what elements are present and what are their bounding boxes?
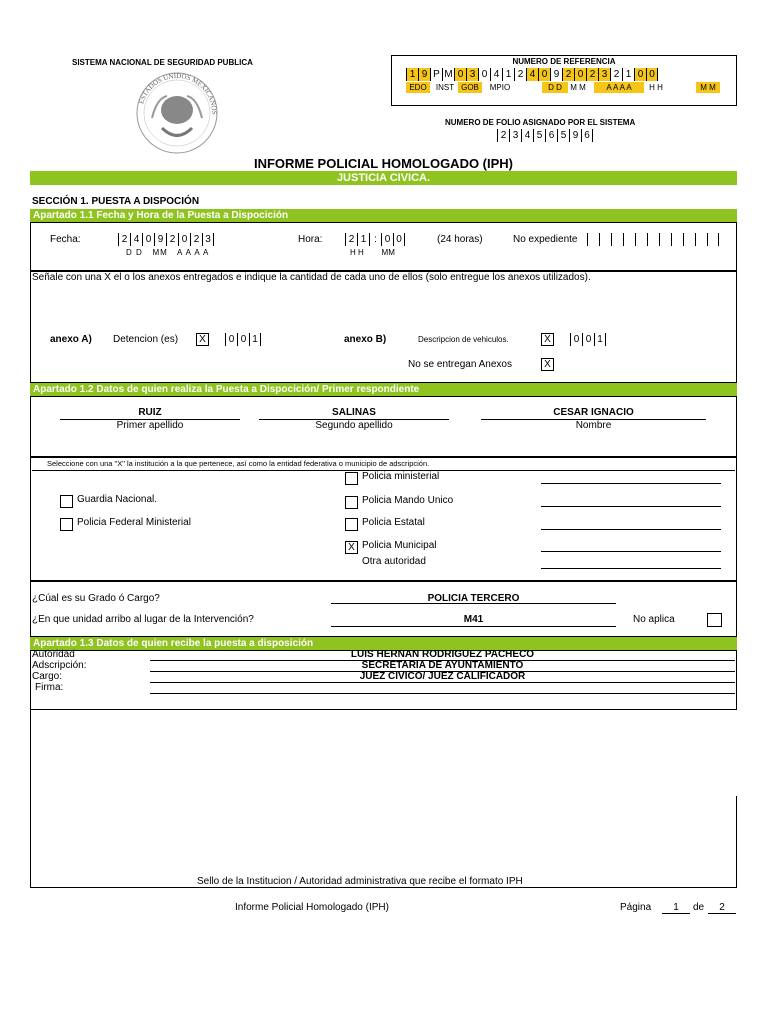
ministerial-checkbox[interactable] [345, 472, 358, 485]
autoridad-value[interactable]: LUIS HERNAN RODRIGUEZ PACHECO [350, 649, 535, 660]
estatal-label: Policia Estatal [362, 517, 425, 528]
reference-label: M M [570, 83, 586, 92]
federal-label: Policia Federal Ministerial [77, 517, 191, 528]
primer-apellido-value[interactable]: RUIZ [138, 407, 162, 418]
municipal-checkbox[interactable]: X [345, 541, 358, 554]
org-name: SISTEMA NACIONAL DE SEGURIDAD PUBLICA [72, 58, 253, 67]
expediente-digit [587, 233, 599, 246]
reference-title: NUMERO DE REFERENCIA [512, 57, 616, 66]
no-aplica-checkbox[interactable] [707, 613, 722, 627]
reference-digit: 0 [574, 68, 586, 81]
segundo-apellido-value[interactable]: SALINAS [332, 407, 376, 418]
section-1-title: SECCIÓN 1. PUESTA A DISPOCIÓN [32, 196, 200, 207]
fecha-digit: 2 [166, 233, 178, 246]
folio-digit: 5 [533, 129, 545, 142]
reference-label: INST [435, 83, 455, 92]
municipal-label: Policia Municipal [362, 540, 437, 551]
reference-label: EDO [406, 82, 430, 93]
footer-doc-name: Informe Policial Homologado (IPH) [235, 902, 389, 913]
reference-digits [406, 68, 658, 81]
grado-line [331, 603, 616, 604]
expediente-field[interactable] [587, 233, 719, 246]
vehiculos-quantity[interactable] [570, 333, 606, 346]
vehiculos-qty-digit: 0 [582, 333, 594, 346]
reference-digit: 1 [502, 68, 514, 81]
reference-digit: 2 [562, 68, 574, 81]
page-title: INFORME POLICIAL HOMOLOGADO (IPH) [253, 156, 514, 171]
cargo-value[interactable]: JUEZ CIVICO/ JUEZ CALIFICADOR [359, 671, 526, 682]
expediente-digit [683, 233, 695, 246]
reference-digit: 0 [478, 68, 490, 81]
reference-digit: 9 [550, 68, 562, 81]
fecha-digit: 0 [178, 233, 190, 246]
sello-right-border [736, 796, 737, 888]
fecha-digits[interactable] [118, 233, 214, 246]
fecha-digit: 2 [190, 233, 202, 246]
grado-question: ¿Cúal es su Grado ó Cargo? [32, 593, 160, 604]
cargo-label: Cargo: [32, 671, 63, 682]
folio-digit: 3 [509, 129, 521, 142]
folio-digit: 6 [581, 129, 593, 142]
detencion-qty-digit: 1 [249, 333, 261, 346]
grado-value[interactable]: POLICIA TERCERO [427, 593, 520, 604]
hora-digit: 2 [345, 233, 357, 246]
estatal-checkbox[interactable] [345, 518, 358, 531]
reference-digit: 9 [418, 68, 430, 81]
institucion-instruction: Seleccione con una "X" la institución a la que pertenece, así como la entidad federativa o municipio de adscripción. [47, 459, 430, 468]
folio-digit: 5 [557, 129, 569, 142]
reference-digit: 4 [526, 68, 538, 81]
folio-digit: 2 [497, 129, 509, 142]
unidad-value[interactable]: M41 [463, 614, 484, 625]
reference-digit: P [430, 68, 442, 81]
fecha-digit: 3 [202, 233, 214, 246]
otra-autoridad-label: Otra autoridad [362, 556, 426, 567]
unidad-line [331, 626, 616, 627]
reference-digit: 0 [646, 68, 658, 81]
no-aplica-label: No aplica [633, 614, 675, 625]
adscripcion-value[interactable]: SECRETARIA DE AYUNTAMIENTO [361, 660, 524, 671]
otra-autoridad-line [541, 568, 721, 569]
ministerial-line [541, 483, 721, 484]
reference-label: D D [542, 82, 568, 93]
apartado-1-3-title: Apartado 1.3 Datos de quien recibe la puesta a disposición [30, 637, 737, 650]
fecha-digit: 4 [130, 233, 142, 246]
mando-unico-line [541, 506, 721, 507]
reference-digit: M [442, 68, 454, 81]
segundo-apellido-label: Segundo apellido [315, 420, 393, 431]
reference-digit: 0 [454, 68, 466, 81]
no-anexos-label: No se entregan Anexos [408, 359, 512, 370]
firma-label: Firma: [35, 682, 64, 693]
no-anexos-checkbox[interactable]: X [541, 358, 554, 371]
hora-label: Hora: [298, 234, 323, 245]
folio-title: NUMERO DE FOLIO ASIGNADO POR EL SISTEMA [445, 118, 636, 127]
reference-digit: 4 [490, 68, 502, 81]
expediente-digit [707, 233, 719, 246]
reference-digit: 2 [514, 68, 526, 81]
reference-digit: 1 [406, 68, 418, 81]
grado-box [30, 581, 737, 637]
detencion-label: Detencion (es) [113, 334, 179, 345]
folio-digit: 6 [545, 129, 557, 142]
sello-bottom-border [30, 887, 737, 888]
subtitle-bar: JUSTICIA CIVICA. [30, 171, 737, 185]
apartado-1-2-title: Apartado 1.2 Datos de quien realiza la Puesta a Dispocición/ Primer respondiente [30, 383, 737, 396]
hora-digit: 1 [357, 233, 369, 246]
guardia-label: Guardia Nacional. [77, 494, 158, 505]
reference-digit: 2 [610, 68, 622, 81]
vehiculos-label: Descripcion de vehiculos. [418, 335, 509, 344]
fecha-digit: 2 [118, 233, 130, 246]
detencion-qty-digit: 0 [237, 333, 249, 346]
reference-digit: 2 [586, 68, 598, 81]
cargo-line [150, 682, 735, 683]
reference-digit: 3 [598, 68, 610, 81]
municipal-line [541, 551, 721, 552]
expediente-digit [695, 233, 707, 246]
hora-digits[interactable] [345, 233, 405, 246]
guardia-checkbox[interactable] [60, 495, 73, 508]
folio-digit: 4 [521, 129, 533, 142]
expediente-digit [611, 233, 623, 246]
expediente-digit [635, 233, 647, 246]
hora-note: (24 horas) [437, 234, 483, 245]
expediente-digit [623, 233, 635, 246]
mando-unico-label: Policia Mando Unico [362, 495, 454, 506]
reference-label: A A A A [594, 82, 644, 93]
folio-digits [497, 129, 593, 142]
expediente-digit [599, 233, 611, 246]
reference-label: MPIO [489, 83, 511, 92]
footer-page-number: 1 [662, 902, 690, 914]
unidad-question: ¿En que unidad arribo al lugar de la Intervención? [32, 614, 254, 625]
seal-text: ESTADOS UNIDOS MEXICANOS [137, 71, 219, 115]
reference-digit: 0 [538, 68, 550, 81]
reference-label: M M [696, 82, 720, 93]
nombre-label: Nombre [575, 420, 612, 431]
hora-digit: 0 [381, 233, 393, 246]
primer-apellido-label: Primer apellido [116, 420, 184, 431]
reference-digit: 3 [466, 68, 478, 81]
anexo-a-label: anexo A) [50, 334, 92, 345]
hora-format: H H MM [350, 248, 395, 257]
firma-line [150, 693, 735, 694]
nombre-value[interactable]: CESAR IGNACIO [553, 407, 634, 418]
fecha-digit: 0 [142, 233, 154, 246]
mando-unico-checkbox[interactable] [345, 496, 358, 509]
sello-label: Sello de la Institucion / Autoridad administrativa que recibe el formato IPH [197, 876, 523, 887]
anexos-box [30, 271, 737, 383]
adscripcion-label: Adscripción: [32, 660, 87, 671]
fecha-format: D D MM A A A A [126, 248, 210, 257]
reference-digit: 1 [622, 68, 634, 81]
reference-label: H H [649, 83, 663, 92]
hora-digit: 0 [393, 233, 405, 246]
detencion-quantity[interactable] [225, 333, 261, 346]
vehiculos-checkbox[interactable]: X [541, 333, 554, 346]
vehiculos-qty-digit: 1 [594, 333, 606, 346]
expediente-digit [647, 233, 659, 246]
hora-digit: : [369, 233, 381, 246]
footer-total-pages: 2 [708, 902, 736, 914]
anexos-instruction: Señale con una X el o los anexos entregados e indique la cantidad de cada uno de ellos (solo entregue los anexos utilizados). [32, 272, 591, 283]
reference-box [391, 55, 737, 106]
sello-left-border [30, 710, 31, 888]
expediente-digit [659, 233, 671, 246]
expediente-label: No expediente [513, 234, 578, 245]
apartado-1-1-title: Apartado 1.1 Fecha y Hora de la Puesta a Dispocición [30, 209, 737, 222]
detencion-checkbox[interactable]: X [196, 333, 209, 346]
reference-digit: 0 [634, 68, 646, 81]
national-seal-icon [122, 68, 232, 158]
reference-label: GOB [458, 82, 482, 93]
apartado-1-1-box [30, 222, 737, 271]
anexo-b-label: anexo B) [344, 334, 387, 345]
estatal-line [541, 529, 721, 530]
autoridad-label: Autoridad [32, 649, 75, 660]
fecha-label: Fecha: [50, 234, 81, 245]
federal-checkbox[interactable] [60, 518, 73, 531]
vehiculos-qty-digit: 0 [570, 333, 582, 346]
folio-digit: 9 [569, 129, 581, 142]
detencion-qty-digit: 0 [225, 333, 237, 346]
footer-pagina-label: Página [620, 902, 652, 913]
ministerial-label: Policia ministerial [362, 471, 440, 482]
footer-de-label: de [693, 902, 705, 913]
fecha-digit: 9 [154, 233, 166, 246]
expediente-digit [671, 233, 683, 246]
